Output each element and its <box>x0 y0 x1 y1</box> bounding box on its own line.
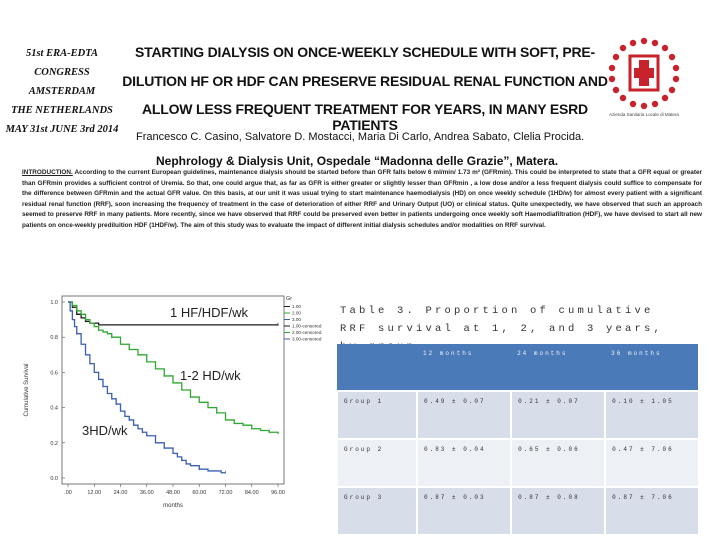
y-tick-label: 0.2 <box>50 440 58 447</box>
table-cell: 0.87 ± 7.06 <box>605 487 698 534</box>
table-row <box>337 439 698 487</box>
table-header-cell: 24 months <box>511 344 605 391</box>
table-caption: Table 3. Proportion of cumulative RRF survival at 1, 2, and 3 years, <box>340 305 664 335</box>
table-cell: 0.49 ± 0.07 <box>417 391 511 439</box>
survival-line-group-3 <box>68 302 226 473</box>
table-cell: Group 2 <box>337 439 417 487</box>
x-tick-label: 60.00 <box>192 490 207 496</box>
y-tick-label: 0.0 <box>50 476 58 482</box>
table-cell: 0.10 ± 1.05 <box>605 391 698 439</box>
table-header-cell: 36 months <box>605 344 698 391</box>
congress-line: 51st ERA-EDTA <box>25 48 99 59</box>
table-header-cell: 12 months <box>417 344 511 391</box>
congress-line: CONGRESS <box>34 67 90 78</box>
x-tick-label: 48.00 <box>166 490 180 496</box>
table-cell: 0.21 ± 0.07 <box>511 391 605 439</box>
x-tick-label: 36.00 <box>139 490 154 496</box>
y-tick-label: 1.0 <box>50 300 58 306</box>
x-tick-label: 96.00 <box>271 490 285 496</box>
table-cell: 0.65 ± 0.06 <box>511 439 605 487</box>
x-tick-label: .00 <box>64 490 72 496</box>
legend-entry: 2.00-censored <box>292 330 322 335</box>
table-cell: Group 1 <box>337 391 417 439</box>
table-cell: Group 3 <box>337 487 417 534</box>
x-axis-label: months <box>163 503 183 509</box>
poster-title-line-1: STARTING DIALYSIS ON ONCE-WEEKLY SCHEDULE WITH SOFT, PRE- <box>135 44 595 60</box>
legend-entry: 3.00-censored <box>292 336 322 342</box>
congress-line: AMSTERDAM <box>28 86 96 97</box>
poster-title-line-2: DILUTION HF OR HDF CAN PRESERVE RESIDUAL RENAL FUNCTION AND <box>122 73 608 89</box>
institution: Nephrology & Dialysis Unit, Ospedale “Madonna delle Grazie”, Matera. <box>156 154 559 168</box>
congress-line: THE NETHERLANDS <box>11 105 113 116</box>
introduction-body: According to the current European guidelines, maintenance dialysis should be started before than GFR falls below 6 ml/min/ 1.73 m² (GFRmin). This could be interpreted to state that a GFR equal or greater than GFRmin provides a sufficient control of Uremia. So that, one could argue that, as far as GFR is either greater or slightly lesser than GFRmin , a low dose and/or a less frequent dialysis could suffice to compensate for the difference between GFRmin and the actual GFR value. On this basis, at our unit it was usual trying to start maintenance haemodialysis (HD) on once weekly schedule (1HD/w) for almost every patient with a significant residual renal function (RRF), soon increasing the frequency of treatment in the case of deterioration of either RRF and Urinary Output (UO) or clinical status. Quite unexpectedly, we have observed that such an approach seemed to preserve RRF in many patients. More recently, since we have observed that RRF could be preserved even better in patients undergoing once weekly soft Haemodiafiltration (HDF), we have devised to start all new patients on once-weekly prediluition HDF (1HDF/w). The aim of this study was to evaluate the impact of different initial dialysis schedules and/or modalities on RRF survival. <box>22 169 702 229</box>
legend-title: Gr <box>286 296 293 302</box>
table-cell: 0.47 ± 7.06 <box>605 439 698 487</box>
table-cell: 0.83 ± 0.04 <box>417 439 511 487</box>
x-tick-label: 12.00 <box>87 490 102 496</box>
survival-chart <box>18 282 322 512</box>
legend-entry: 1.00-censored <box>292 323 322 329</box>
legend-entry: 3.00 <box>292 317 301 322</box>
logo-caption: Azienda Sanitaria Locale di Matera <box>609 112 679 117</box>
introduction-heading: INTRODUCTION. <box>22 169 73 176</box>
survival-line-group-2 <box>68 302 278 434</box>
y-tick-label: 0.4 <box>50 405 58 412</box>
y-axis-label: Cumulative Survival <box>24 363 30 417</box>
x-tick-label: 72.00 <box>218 490 233 496</box>
annotation-group-1: 1 HF/HDF/wk <box>170 305 248 320</box>
y-tick-label: 0.6 <box>50 370 58 377</box>
x-tick-label: 24.00 <box>113 490 128 496</box>
table-header-row <box>337 344 698 391</box>
annotation-group-3: 3HD/wk <box>82 423 128 438</box>
legend-entry: 1.00 <box>292 304 301 309</box>
authors: Francesco C. Casino, Salvatore D. Mostacci, Maria Di Carlo, Andrea Sabato, Clelia Procida. <box>136 131 585 143</box>
table-row <box>337 487 698 534</box>
hospital-logo <box>606 36 682 110</box>
congress-info <box>4 44 120 139</box>
legend-entry: 2.00 <box>292 310 301 316</box>
table-cell: 0.87 ± 0.03 <box>417 487 511 534</box>
y-tick-label: 0.8 <box>50 335 58 342</box>
table-header-cell <box>337 344 417 391</box>
annotation-group-2: 1-2 HD/wk <box>180 368 241 383</box>
x-tick-label: 84.00 <box>244 490 259 496</box>
poster-title-line-3: ALLOW LESS FREQUENT TREATMENT FOR YEARS, IN MANY ESRD PATIENTS <box>142 101 588 133</box>
plot-frame <box>62 296 284 484</box>
survival-table <box>336 344 698 534</box>
table-row <box>337 391 698 439</box>
introduction-text <box>22 168 702 232</box>
table-cell: 0.87 ± 0.08 <box>511 487 605 534</box>
congress-line: MAY 31st JUNE 3rd 2014 <box>5 124 119 135</box>
